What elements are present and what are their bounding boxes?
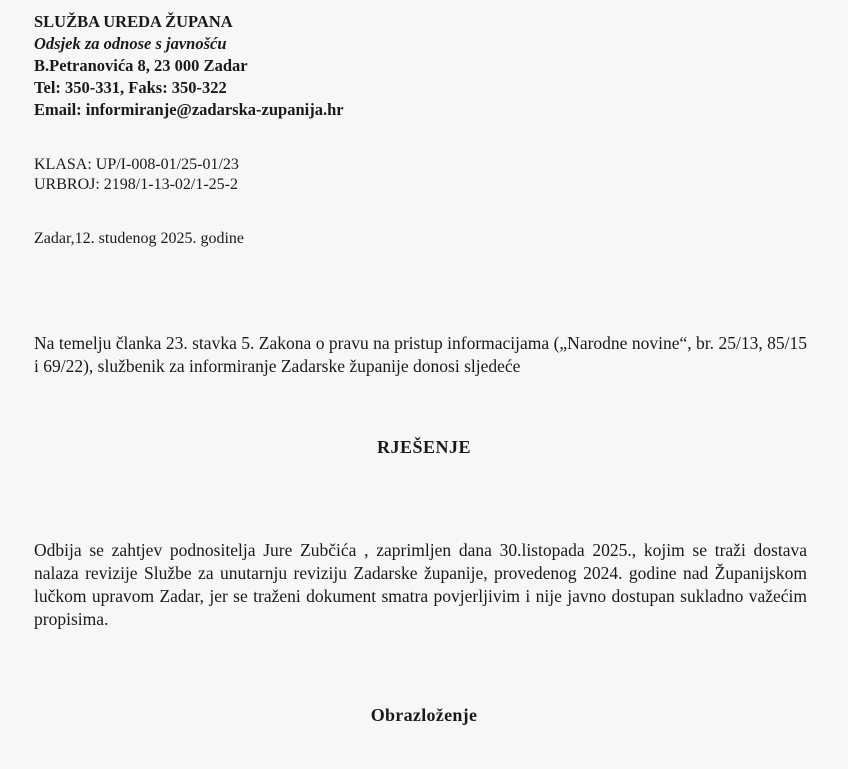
intro-paragraph: Na temelju članka 23. stavka 5. Zakona o pravu na pristup informacijama („Narodne novine“, br. 25/13, 85/15 i 69/22), službenik za informiranje Zadarske županije donosi sljedeće: [34, 333, 807, 376]
decision-paragraph: Odbija se zahtjev podnositelja Jure Zubčića , zaprimljen dana 30.listopada 2025., kojim se traži dostava nalaza revizije Službe za unutarnju reviziju Zadarske županije, provedenog 2024. godine nad Županijskom lučkom upravom Zadar, jer se traženi dokument smatra povjerljivim i nije javno dostupan sukladno važećim propisima.: [34, 540, 807, 629]
letterhead: [34, 11, 344, 121]
email: Email: informiranje@zadarska-zupanija.hr: [34, 100, 344, 119]
urbroj: URBROJ: 2198/1-13-02/1-25-2: [34, 176, 238, 193]
department-name: Odsjek za odnose s javnošću: [34, 34, 227, 53]
decision-title: RJEŠENJE: [376, 437, 472, 457]
office-name: SLUŽBA UREDA ŽUPANA: [34, 12, 233, 31]
address: B.Petranovića 8, 23 000 Zadar: [34, 56, 248, 75]
document-date: Zadar,12. studenog 2025. godine: [34, 230, 244, 247]
reference-numbers: [34, 155, 239, 195]
phone-fax: Tel: 350-331, Faks: 350-322: [34, 78, 227, 97]
reasoning-title: Obrazloženje: [370, 705, 478, 725]
klasa: KLASA: UP/I-008-01/25-01/23: [34, 156, 239, 173]
